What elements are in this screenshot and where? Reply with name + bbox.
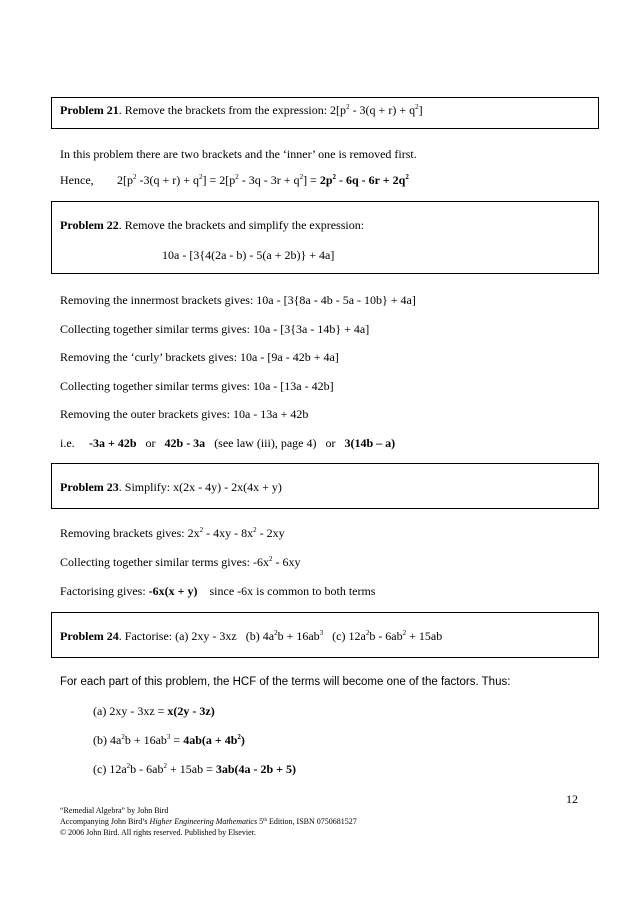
sol24-a-answer: x(2y - 3z) bbox=[167, 704, 215, 718]
sol21-s2: -3(q + r) + q bbox=[136, 173, 200, 187]
sol23-line-1 bbox=[60, 526, 285, 540]
problem-24-t1: b + 16ab bbox=[277, 629, 320, 643]
sol23-l3a: Factorising gives: bbox=[60, 584, 149, 598]
footer-line-3: © 2006 John Bird. All rights reserved. Published by Elsevier. bbox=[60, 828, 256, 837]
sol23-l3c: since -6x is common to both terms bbox=[197, 584, 376, 598]
sol22-answer-1: -3a + 42b bbox=[89, 436, 137, 450]
sol22-answer-3: 3(14b – a) bbox=[344, 436, 396, 450]
footer-line-2 bbox=[60, 817, 357, 827]
problem-24-label: Problem 24 bbox=[60, 629, 119, 643]
sol24-c-e1: 2 bbox=[126, 762, 131, 770]
sol21-s3e: 2 bbox=[235, 173, 239, 181]
sol24-b-pre2: b + 16ab bbox=[124, 733, 167, 747]
problem-22-expression: 10a - [3{4(2a - b) - 5(a + 2b)} + 4a] bbox=[162, 248, 335, 262]
sol24-c-pre2: b - 6ab bbox=[130, 762, 164, 776]
problem-22-label: Problem 22 bbox=[60, 218, 119, 232]
sol21-working bbox=[117, 173, 409, 187]
page-number: 12 bbox=[566, 792, 578, 806]
problem-21-exp-b: 2 bbox=[415, 103, 419, 111]
sol21-hence: Hence, bbox=[60, 173, 94, 187]
sol23-line-2 bbox=[60, 555, 300, 569]
sol23-l2b: - 6xy bbox=[272, 555, 301, 569]
problem-24-t3: b - 6ab bbox=[369, 629, 403, 643]
footer-l2d: Edition, ISBN 0750681527 bbox=[266, 817, 357, 826]
problem-21-text-c: ] bbox=[418, 103, 423, 117]
sol21-s4e: 2 bbox=[299, 173, 304, 181]
footer-line-1: “Remedial Algebra” by John Bird bbox=[60, 806, 169, 815]
footer-l2c: 5 bbox=[257, 817, 264, 826]
sol24-b-ans-e: 2 bbox=[237, 733, 241, 741]
sol22-line-1: Removing the innermost brackets gives: 10a - [3{8a - 4b - 5a - 10b} + 4a] bbox=[60, 293, 416, 307]
sol23-l1a: Removing brackets gives: 2x bbox=[60, 526, 200, 540]
problem-21-text-b: - 3(q + r) + q bbox=[349, 103, 416, 117]
sol23-l1e1: 2 bbox=[199, 526, 204, 534]
sol24-b-pre1: (b) 4a bbox=[93, 733, 122, 747]
sol22-line-5: Removing the outer brackets gives: 10a - 13a + 42b bbox=[60, 407, 309, 421]
sol22-answer-2: 42b - 3a bbox=[164, 436, 206, 450]
sol21-s1: 2[p bbox=[117, 173, 133, 187]
sol22-line-4: Collecting together similar terms gives: 10a - [13a - 42b] bbox=[60, 379, 334, 393]
problem-21-label: Problem 21 bbox=[60, 103, 119, 117]
sol22-answer-line bbox=[89, 436, 395, 450]
problem-23-statement bbox=[60, 480, 282, 494]
problem-24-e3: 2 bbox=[365, 629, 370, 637]
sol23-l2a: Collecting together similar terms gives: -6x bbox=[60, 555, 269, 569]
sol21-hence-line bbox=[60, 173, 94, 187]
sol24-c-answer: 3ab(4a - 2b + 5) bbox=[215, 762, 297, 776]
problem-24-statement bbox=[60, 629, 442, 643]
sol24-intro: For each part of this problem, the HCF of the terms will become one of the factors. Thus: bbox=[60, 676, 511, 688]
sol24-b-e2: 3 bbox=[166, 733, 171, 741]
sol21-s2e: 2 bbox=[199, 173, 203, 181]
sol24-b-ans1: 4ab(a + 4b bbox=[183, 733, 238, 747]
sol22-ie-label: i.e. bbox=[60, 436, 75, 450]
sol24-part-b bbox=[93, 733, 245, 747]
sol21-intro: In this problem there are two brackets and the ‘inner’ one is removed first. bbox=[60, 147, 417, 161]
sol21-s1e: 2 bbox=[133, 173, 137, 181]
problem-24-e4: 2 bbox=[402, 629, 407, 637]
sol24-c-e2: 2 bbox=[163, 762, 167, 770]
sol24-c-pre3: + 15ab = bbox=[166, 762, 216, 776]
problem-23-label: Problem 23 bbox=[60, 480, 119, 494]
sol24-part-c bbox=[93, 762, 296, 776]
sol21-b1e: 2 bbox=[332, 173, 337, 181]
problem-22-text: . Remove the brackets and simplify the expression: bbox=[118, 218, 365, 232]
problem-21-text-a: . Remove the brackets from the expression: 2[p bbox=[118, 103, 347, 117]
problem-24-text-a: . Factorise: (a) 2xy - 3xz (b) 4a bbox=[118, 629, 275, 643]
problem-24-t4: + 15ab bbox=[406, 629, 443, 643]
sol23-l1e2: 2 bbox=[253, 526, 257, 534]
problem-24-e1: 2 bbox=[274, 629, 278, 637]
problem-21-statement bbox=[60, 103, 423, 117]
sol22-note: (see law (iii), page 4) or bbox=[205, 436, 345, 450]
sol23-answer: -6x(x + y) bbox=[148, 584, 198, 598]
footer-l2a: Accompanying John Bird’s bbox=[60, 817, 150, 826]
sol23-l1b: - 4xy - 8x bbox=[203, 526, 254, 540]
sol24-b-pre3: = bbox=[170, 733, 184, 747]
sol21-s4: - 3q - 3r + q bbox=[238, 173, 300, 187]
sol24-part-a bbox=[93, 704, 215, 718]
sol24-a-pre: (a) 2xy - 3xz = bbox=[93, 704, 168, 718]
problem-21-exp-a: 2 bbox=[346, 103, 350, 111]
sol23-line-3 bbox=[60, 584, 375, 598]
sol23-l1c: - 2xy bbox=[256, 526, 285, 540]
sol23-l2e: 2 bbox=[268, 555, 273, 563]
sol22-line-2: Collecting together similar terms gives: 10a - [3{3a - 14b} + 4a] bbox=[60, 322, 370, 336]
footer-book-title: Higher Engineering Mathematics bbox=[149, 817, 258, 826]
sol21-s5: ] = bbox=[303, 173, 320, 187]
problem-22-box bbox=[51, 201, 599, 274]
footer-l2e: th bbox=[263, 818, 267, 823]
sol21-b2: - 6q - 6r + 2q bbox=[336, 173, 406, 187]
sol24-b-e1: 2 bbox=[121, 733, 125, 741]
sol22-line-3: Removing the ‘curly’ brackets gives: 10a - [9a - 42b + 4a] bbox=[60, 350, 339, 364]
sol24-c-pre1: (c) 12a bbox=[93, 762, 127, 776]
sol21-b2e: 2 bbox=[405, 173, 409, 181]
problem-24-t2: (c) 12a bbox=[323, 629, 366, 643]
sol24-b-answer bbox=[183, 733, 245, 747]
problem-23-text: . Simplify: x(2x - 4y) - 2x(4x + y) bbox=[118, 480, 282, 494]
problem-24-e2: 3 bbox=[319, 629, 324, 637]
sol22-or: or bbox=[136, 436, 165, 450]
sol21-s3: ] = 2[p bbox=[202, 173, 236, 187]
sol21-b1: 2p bbox=[319, 173, 333, 187]
sol24-b-ans2: ) bbox=[240, 733, 245, 747]
problem-22-statement bbox=[60, 218, 364, 232]
sol21-answer bbox=[320, 173, 409, 187]
